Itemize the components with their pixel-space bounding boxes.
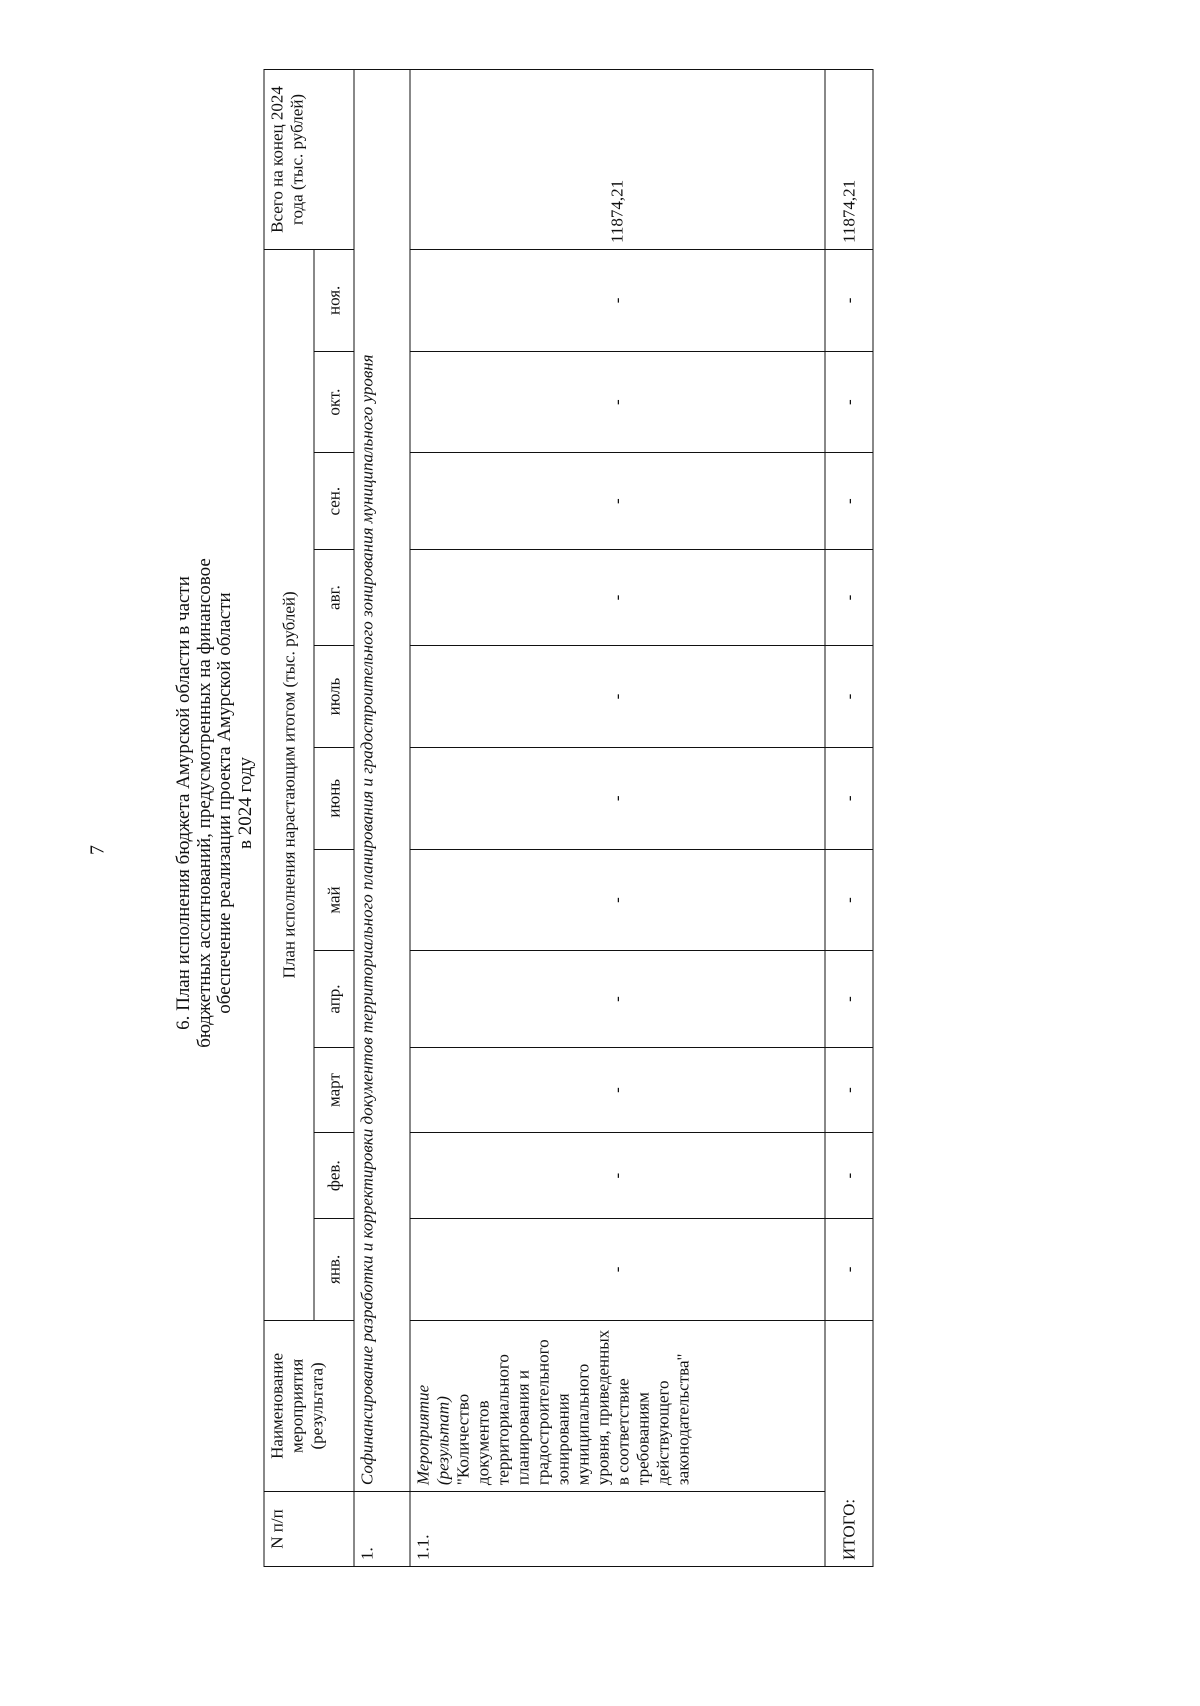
itogo-value-mar: - xyxy=(825,1047,873,1133)
itogo-value-oct: - xyxy=(825,351,873,453)
row-value-oct: - xyxy=(410,351,825,453)
month-header-jan: янв. xyxy=(314,1219,354,1321)
row-num: 1.1. xyxy=(410,1492,825,1567)
title-line-2: бюджетных ассигнований, предусмотренных на финансовое xyxy=(193,558,215,1048)
header-total-text: Всего на конец 2024 года (тыс. рублей) xyxy=(267,86,307,233)
section-title: Софинансирование разработки и корректировки документов территориального планирования и градостроительного зонирования муниципального уровня xyxy=(354,70,410,1492)
row-name-text: "Количество документов территориального планирования и градостроительного зонирования муниципального уровня, приведенных в соответствие требованиям действующего законодательства" xyxy=(453,1329,693,1486)
itogo-value-sep: - xyxy=(825,453,873,549)
itogo-row xyxy=(825,70,873,1567)
month-header-jul: июль xyxy=(314,646,354,748)
section-num: 1. xyxy=(354,1492,410,1567)
itogo-value-may: - xyxy=(825,849,873,951)
row-value-nov: - xyxy=(410,249,825,351)
title-line-1: 6. План исполнения бюджета Амурской области в части xyxy=(173,576,194,1030)
month-header-may: май xyxy=(314,849,354,951)
month-header-nov: ноя. xyxy=(314,249,354,351)
header-plan: План исполнения нарастающим итогом (тыс. рублей) xyxy=(264,249,314,1320)
itogo-value-apr: - xyxy=(825,951,873,1047)
month-header-feb: фев. xyxy=(314,1133,354,1219)
row-value-feb: - xyxy=(410,1133,825,1219)
title-line-3: обеспечение реализации проекта Амурской области xyxy=(214,592,235,1014)
row-value-jan: - xyxy=(410,1219,825,1321)
budget-plan-table-container xyxy=(264,69,873,1567)
itogo-total: 11874,21 xyxy=(825,70,873,250)
itogo-value-jan: - xyxy=(825,1219,873,1321)
month-header-oct: окт. xyxy=(314,351,354,453)
budget-plan-table xyxy=(264,69,874,1567)
itogo-label: ИТОГО: xyxy=(825,1320,873,1566)
month-header-jun: июнь xyxy=(314,747,354,849)
itogo-value-nov: - xyxy=(825,249,873,351)
header-name: Наименование мероприятия (результата) xyxy=(264,1320,354,1491)
row-value-jul: - xyxy=(410,646,825,748)
itogo-value-jul: - xyxy=(825,646,873,748)
document-title xyxy=(174,423,256,1183)
month-header-sep: сен. xyxy=(314,453,354,549)
table-row xyxy=(410,70,825,1567)
header-total xyxy=(264,70,354,250)
itogo-value-aug: - xyxy=(825,549,873,645)
section-row xyxy=(354,70,410,1567)
title-line-4: в 2024 году xyxy=(234,757,256,849)
row-value-aug: - xyxy=(410,549,825,645)
month-header-apr: апр. xyxy=(314,951,354,1047)
row-total: 11874,21 xyxy=(410,70,825,250)
month-header-mar: март xyxy=(314,1047,354,1133)
itogo-value-feb: - xyxy=(825,1133,873,1219)
header-num: N п/п xyxy=(264,1492,354,1567)
page-number: 7 xyxy=(86,845,109,855)
row-name xyxy=(410,1320,825,1491)
itogo-value-jun: - xyxy=(825,747,873,849)
row-name-prefix: Мероприятие (результат) xyxy=(413,1384,453,1486)
row-value-jun: - xyxy=(410,747,825,849)
row-value-apr: - xyxy=(410,951,825,1047)
month-header-aug: авг. xyxy=(314,549,354,645)
row-value-sep: - xyxy=(410,453,825,549)
row-value-may: - xyxy=(410,849,825,951)
row-value-mar: - xyxy=(410,1047,825,1133)
